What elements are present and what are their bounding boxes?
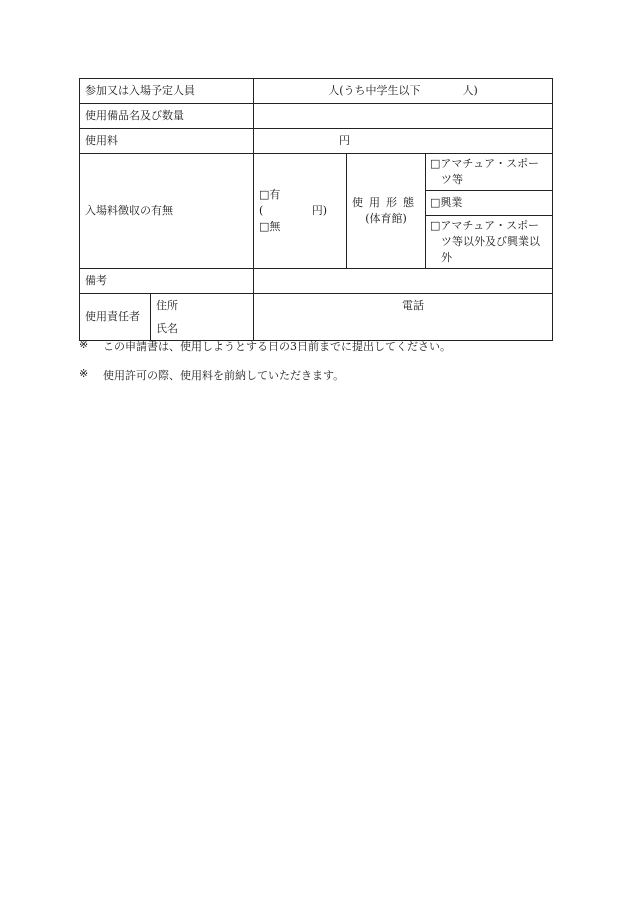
remarks-row (80, 269, 553, 294)
fee-row (80, 129, 553, 154)
fee-unit: 円 (339, 134, 350, 147)
application-form-table (79, 78, 553, 341)
usage-form-subtitle: (体育館) (365, 212, 407, 225)
note-mark: ※ (79, 338, 89, 351)
option-other[interactable]: □アマチュア・スポーツ等以外及び興業以外 (426, 216, 553, 269)
usage-form-title: 使用形態 (352, 196, 420, 209)
participants-value[interactable] (254, 79, 553, 104)
notes (79, 338, 559, 396)
admission-fee-amount[interactable] (259, 203, 341, 219)
responsible-row (80, 294, 553, 318)
participants-label: 参加又は入場予定人員 (80, 79, 254, 104)
fee-value[interactable] (254, 129, 553, 154)
responsible-value[interactable] (254, 294, 553, 341)
remarks-value[interactable] (254, 269, 553, 294)
phone-label: 電話 (402, 299, 424, 312)
note-mark: ※ (79, 367, 89, 380)
admission-fee-close: 円) (311, 204, 327, 217)
participants-prefix: 人(うち中学生以下 (328, 84, 421, 97)
option-entertainment[interactable]: □興業 (426, 191, 553, 216)
admission-choice[interactable] (254, 154, 347, 269)
name-label: 氏名 (151, 318, 254, 341)
participants-suffix: 人) (462, 84, 478, 97)
admission-label: 入場料徴収の有無 (80, 154, 254, 269)
fee-label: 使用料 (80, 129, 254, 154)
equipment-value[interactable] (254, 104, 553, 129)
note-item (79, 338, 559, 354)
usage-form-label (347, 154, 426, 269)
participants-row (80, 79, 553, 104)
note-text: この申請書は、使用しようとする日の3日前までに提出してください。 (103, 340, 451, 353)
admission-fee-open: ( (259, 204, 264, 217)
admission-yes-checkbox[interactable]: □有 (259, 188, 281, 201)
equipment-row (80, 104, 553, 129)
note-text: 使用許可の際、使用料を前納していただきます。 (103, 369, 345, 382)
option-amateur-sports[interactable]: □アマチュア・スポーツ等 (426, 154, 553, 191)
admission-row (80, 154, 553, 191)
equipment-label: 使用備品名及び数量 (80, 104, 254, 129)
address-label: 住所 (151, 294, 254, 318)
admission-no-checkbox[interactable]: □無 (259, 220, 281, 233)
responsible-label: 使用責任者 (80, 294, 151, 341)
remarks-label: 備考 (80, 269, 254, 294)
note-item (79, 367, 559, 383)
